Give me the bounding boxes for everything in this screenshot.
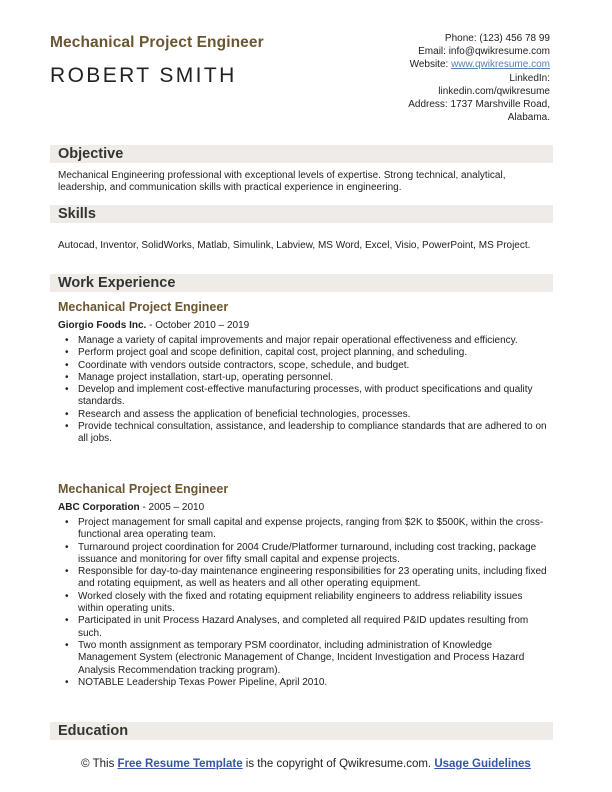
job-2-dates: - 2005 – 2010 <box>139 502 205 513</box>
job-2-company-line <box>58 502 204 513</box>
objective-section-header <box>50 145 553 163</box>
contact-website <box>408 58 550 71</box>
website-label: Website: <box>409 59 452 71</box>
job-2-title: Mechanical Project Engineer <box>58 482 229 496</box>
contact-linkedin-url: linkedin.com/qwikresume <box>438 85 550 97</box>
list-item: • Worked closely with the fixed and rotating equipment reliability engineers to address reliability issues within operating units. <box>62 591 548 616</box>
objective-heading: Objective <box>58 146 124 162</box>
work-experience-heading: Work Experience <box>58 275 176 291</box>
resume-job-title: Mechanical Project Engineer <box>50 34 264 51</box>
list-item: • Develop and implement cost-effective manufacturing processes, with product specifications and quality standards. <box>62 384 548 409</box>
list-item: • Project management for small capital and expense projects, ranging from $2K to $500K, within the cross- functional area operating team. <box>62 517 548 542</box>
list-item: • Participated in unit Process Hazard Analyses, and completed all required P&ID updates resulting from such. <box>62 615 548 640</box>
job-1-dates: - October 2010 – 2019 <box>146 320 250 331</box>
list-item: • NOTABLE Leadership Texas Power Pipeline, April 2010. <box>62 677 548 689</box>
list-item: • Perform project goal and scope definition, capital cost, project planning, and scheduling. <box>62 347 548 359</box>
objective-text: Mechanical Engineering professional with exceptional levels of expertise. Strong technical, analytical, leadership, and communication skills with practical experience in engineering. <box>58 170 506 194</box>
list-item: • Manage project installation, start-up, operating personnel. <box>62 372 548 384</box>
website-link[interactable]: www.qwikresume.com <box>451 59 550 71</box>
list-item: • Research and assess the application of beneficial technologies, processes. <box>62 409 548 421</box>
contact-email: Email: info@qwikresume.com <box>418 46 550 58</box>
work-experience-section-header <box>50 274 553 292</box>
skills-section-header <box>50 205 553 223</box>
contact-linkedin-label: LinkedIn: <box>509 72 550 84</box>
skills-heading: Skills <box>58 206 96 222</box>
contact-address-line1: Address: 1737 Marshville Road, <box>408 99 550 111</box>
list-item: • Manage a variety of capital improvements and major repair operational effectiveness and efficiency. <box>62 335 548 347</box>
candidate-name: ROBERT SMITH <box>50 64 237 87</box>
footer-middle: is the copyright of Qwikresume.com. <box>242 758 435 770</box>
free-resume-template-link[interactable]: Free Resume Template <box>117 758 243 770</box>
job-1-title: Mechanical Project Engineer <box>58 300 229 314</box>
contact-phone: Phone: (123) 456 78 99 <box>444 33 550 44</box>
footer-prefix: © This <box>81 758 118 770</box>
job-2-company: ABC Corporation <box>58 502 140 513</box>
list-item: • Provide technical consultation, assistance, and leadership to compliance standards that are adhered to on all jobs. <box>62 421 548 446</box>
list-item: • Coordinate with vendors outside contractors, scope, schedule, and budget. <box>62 360 548 372</box>
job-1-company: Giorgio Foods Inc. <box>58 320 147 331</box>
skills-text: Autocad, Inventor, SolidWorks, Matlab, Simulink, Labview, MS Word, Excel, Visio, PowerPoint, MS Project. <box>58 240 531 251</box>
education-section-header <box>50 722 553 740</box>
contact-block <box>408 32 550 124</box>
education-heading: Education <box>58 723 129 739</box>
usage-guidelines-link[interactable]: Usage Guidelines <box>434 758 531 770</box>
list-item: • Turnaround project coordination for 2004 Crude/Platformer turnaround, including cost tracking, package issuance and monitoring for over fifty small capital and expense projects. <box>62 542 548 567</box>
copyright-footer <box>50 757 562 771</box>
job-1-company-line <box>58 320 249 331</box>
list-item: • Two month assignment as temporary PSM coordinator, including administration of Knowledge Management System (electronic Management of Change, Incident Investigation and Process Hazard Analysis Recommendation tracking program). <box>62 640 548 677</box>
job-1-bullets <box>62 335 548 446</box>
list-item: • Responsible for day-to-day maintenance engineering responsibilities for 23 operating units, including fixed and rotating equipment, as well as heaters and all other operating equipment. <box>62 566 548 591</box>
job-2-bullets <box>62 517 548 689</box>
contact-address-line2: Alabama. <box>507 112 550 124</box>
